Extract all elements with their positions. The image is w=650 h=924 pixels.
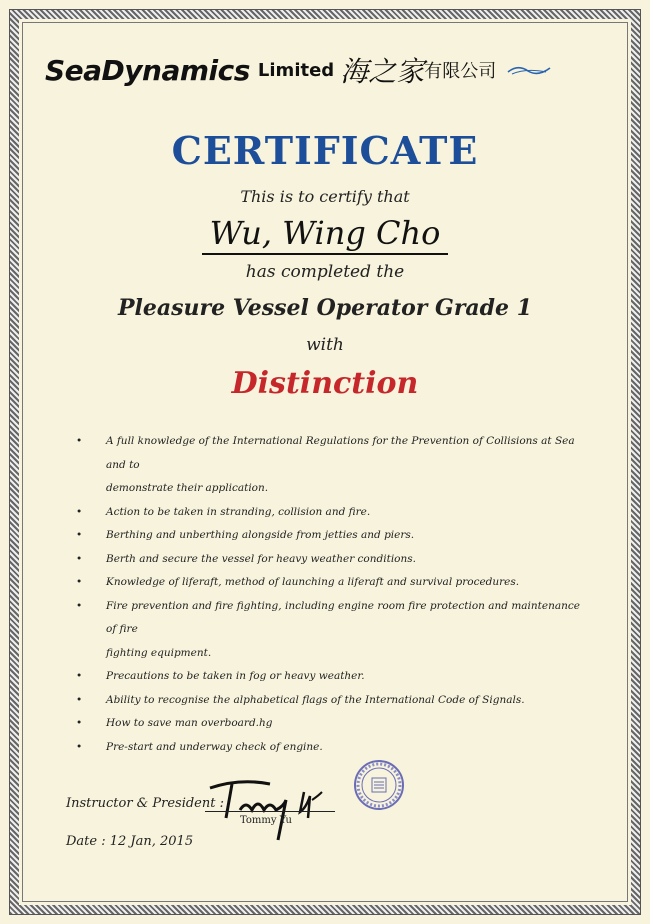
certificate-title: CERTIFICATE <box>171 128 479 173</box>
list-item: • Ability to recognise the alphabetical flags of the International Code of Signals. <box>70 689 590 713</box>
list-item: demonstrate their application. <box>106 482 269 494</box>
with-line: with <box>306 335 344 355</box>
company-header <box>45 50 615 90</box>
company-seal-icon <box>352 758 406 812</box>
list-item: • Berthing and unberthing alongside from jetties and piers. <box>70 524 590 548</box>
bullet-icon: • <box>76 740 83 753</box>
bullet-icon: • <box>76 599 83 612</box>
recipient-block <box>0 213 650 255</box>
list-item: fighting equipment. <box>106 646 212 659</box>
bullet-icon: • <box>76 693 83 706</box>
list-item: • How to save man overboard.hg <box>70 712 590 736</box>
list-item: • Fire prevention and fire fighting, including engine room fire protection and maintenance of fire <box>70 595 590 642</box>
handwritten-signature <box>200 770 340 845</box>
instructor-label: Instructor & President : <box>66 796 224 811</box>
company-chinese-name: 海之家 <box>340 55 425 88</box>
list-item: • Precautions to be taken in fog or heavy weather. <box>70 665 590 689</box>
bullet-icon: • <box>76 505 83 518</box>
competency-list <box>70 430 590 759</box>
list-item: • Berth and secure the vessel for heavy weather conditions. <box>70 548 590 572</box>
wave-logo-icon <box>506 62 552 78</box>
course-name: Pleasure Vessel Operator Grade 1 <box>117 295 533 321</box>
certify-line: This is to certify that <box>240 187 410 206</box>
bullet-icon: • <box>76 552 83 565</box>
completed-line: has completed the <box>245 262 405 282</box>
company-name: SeaDynamics <box>45 53 250 87</box>
list-item: • A full knowledge of the International Regulations for the Prevention of Collisions at Sea and to <box>70 430 590 477</box>
bullet-icon: • <box>76 435 83 447</box>
bullet-icon: • <box>76 717 83 729</box>
list-item: • Pre-start and underway check of engine. <box>70 736 590 760</box>
company-chinese-suffix: 有限公司 <box>424 61 497 82</box>
bullet-icon: • <box>76 529 83 541</box>
bullet-icon: • <box>76 576 83 588</box>
list-item: • Knowledge of liferaft, method of launching a liferaft and survival procedures. <box>70 571 590 595</box>
signer-name: Tommy Yu <box>240 815 292 826</box>
issue-date: Date : 12 Jan, 2015 <box>66 834 194 849</box>
list-item: • Action to be taken in stranding, collision and fire. <box>70 501 590 525</box>
company-suffix: Limited <box>257 59 335 81</box>
bullet-icon: • <box>76 670 83 682</box>
recipient-name: Wu, Wing Cho <box>202 213 449 255</box>
distinction-label: Distinction <box>231 366 419 401</box>
signature-line <box>205 811 335 812</box>
